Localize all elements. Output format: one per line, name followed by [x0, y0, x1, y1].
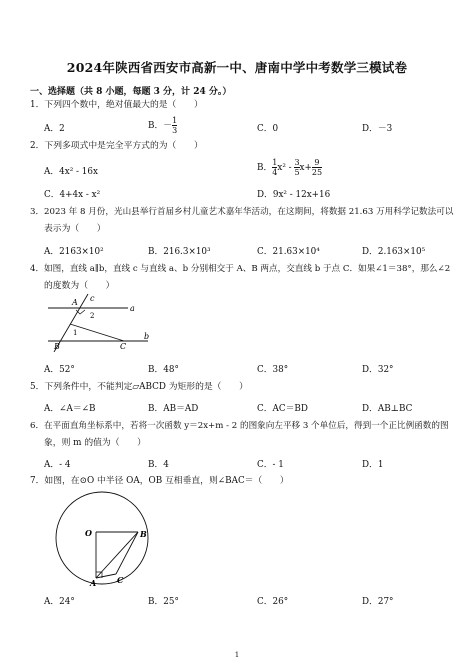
q2-b-prefix: B． — [257, 163, 273, 173]
q1-b-sign: － — [163, 121, 173, 131]
q7-label-o: O — [85, 528, 92, 538]
q2-b-frac3 — [312, 158, 322, 177]
q6-option-c: C．- 1 — [257, 460, 284, 470]
q1-option-c: C．0 — [257, 124, 279, 134]
q4-angle-1: 1 — [73, 329, 78, 337]
q1-b-den: 3 — [172, 126, 178, 135]
q4-label-b: b — [144, 332, 150, 341]
q6-option-b: B．4 — [148, 460, 169, 470]
question-6-stem-line2: 象，则 m 的值为（ ） — [44, 438, 146, 448]
q4-label-A: A — [72, 298, 78, 307]
q2-b-f2n: 3 — [294, 158, 300, 167]
q2-b-f1d: 4 — [272, 168, 278, 177]
q3-option-d: D．2.163×10⁵ — [362, 247, 426, 257]
q3-option-b: B．216.3×10³ — [148, 247, 211, 257]
question-6-stem-line1: 6．在平面直角坐标系中，若将一次函数 y＝2x+m - 2 的图象向左平移 3 个单位后，得到一个正比例函数的图 — [30, 421, 449, 431]
q6-option-d: D．1 — [362, 460, 384, 470]
q5-option-d: D．AB⊥BC — [362, 404, 413, 414]
q4-option-c: C．38° — [257, 365, 289, 375]
q7-label-a: A — [90, 578, 97, 586]
q2-b-f3n: 9 — [314, 158, 320, 167]
q7-chord-ab — [96, 532, 138, 578]
q4-label-C: C — [120, 342, 127, 351]
question-3-stem-line1: 3．2023 年 8 月份，光山县举行首届乡村儿童艺术嘉年华活动，在这期间，将数据 21.63 万用科学记数法可以 — [30, 207, 454, 217]
q4-option-d: D．32° — [362, 365, 394, 375]
q2-option-a: A．4x² - 16x — [44, 167, 98, 177]
q4-label-B: B — [54, 342, 60, 351]
q1-option-d: D．－3 — [362, 124, 393, 134]
q2-b-f3d: 25 — [311, 168, 323, 177]
question-5-stem: 5．下列条件中，不能判定▱ABCD 为矩形的是（ ） — [30, 382, 248, 392]
q5-option-b: B．AB＝AD — [148, 404, 199, 414]
q4-angle-2: 2 — [90, 312, 95, 320]
q2-b-x2: x² — [277, 163, 286, 173]
q7-option-a: A．24° — [44, 597, 75, 607]
q1-b-num: 1 — [172, 116, 178, 125]
question-7-stem: 7．如图，在⊙O 中半径 OA，OB 互相垂直，则∠BAC＝（ ） — [30, 476, 289, 486]
q7-option-b: B．25° — [148, 597, 179, 607]
q2-b-minus: - — [285, 163, 295, 173]
q7-label-b: B — [140, 529, 147, 539]
q3-option-c: C．21.63×10⁴ — [257, 247, 320, 257]
question-2-stem: 2．下列多项式中是完全平方式的为（ ） — [30, 141, 203, 151]
q5-option-c: C．AC＝BD — [257, 404, 308, 414]
question-3-stem-line2: 表示为（ ） — [44, 224, 106, 234]
q2-b-x: x+ — [299, 163, 312, 173]
page-title: 2024年陕西省西安市高新一中、唐南中学中考数学三模试卷 — [66, 60, 408, 75]
q1-b-prefix: B． — [148, 121, 164, 131]
q7-label-c: C — [117, 575, 124, 585]
q2-b-f1n: 1 — [272, 158, 278, 167]
q7-figure — [40, 486, 170, 586]
q4-label-c: c — [90, 294, 95, 303]
question-4-stem-line2: 的度数为（ ） — [44, 281, 115, 291]
q1-option-a: A．2 — [44, 124, 65, 134]
q4-option-b: B．48° — [148, 365, 179, 375]
q1-b-fraction — [172, 116, 177, 135]
q2-b-f2d: 5 — [294, 168, 300, 177]
q4-segment-ac — [70, 324, 124, 341]
q7-option-d: D．27° — [362, 597, 394, 607]
section-heading: 一、选择题（共 8 小题，每题 3 分，计 24 分。） — [30, 87, 232, 97]
q2-option-d: D．9x² - 12x+16 — [257, 190, 331, 200]
q7-circle-o — [56, 492, 148, 584]
q4-label-a: a — [130, 304, 135, 313]
page-number: 1 — [234, 651, 240, 659]
q3-option-a: A．2163×10² — [44, 247, 104, 257]
q2-option-c: C．4+4x - x² — [44, 190, 101, 200]
q4-option-a: A．52° — [44, 365, 75, 375]
question-1-stem: 1．下列四个数中，绝对值最大的是（ ） — [30, 100, 203, 110]
q5-option-a: A．∠A＝∠B — [44, 404, 96, 414]
q4-figure — [44, 292, 154, 352]
q7-option-c: C．26° — [257, 597, 289, 607]
q1-option-b — [148, 116, 177, 135]
q2-option-b — [257, 158, 322, 177]
q6-option-a: A．- 4 — [44, 460, 71, 470]
question-4-stem-line1: 4．如图，直线 a∥b，直线 c 与直线 a、b 分别相交于 A、B 两点，交直线 b 于点 C．如果∠1＝38°，那么∠2 — [30, 264, 451, 274]
